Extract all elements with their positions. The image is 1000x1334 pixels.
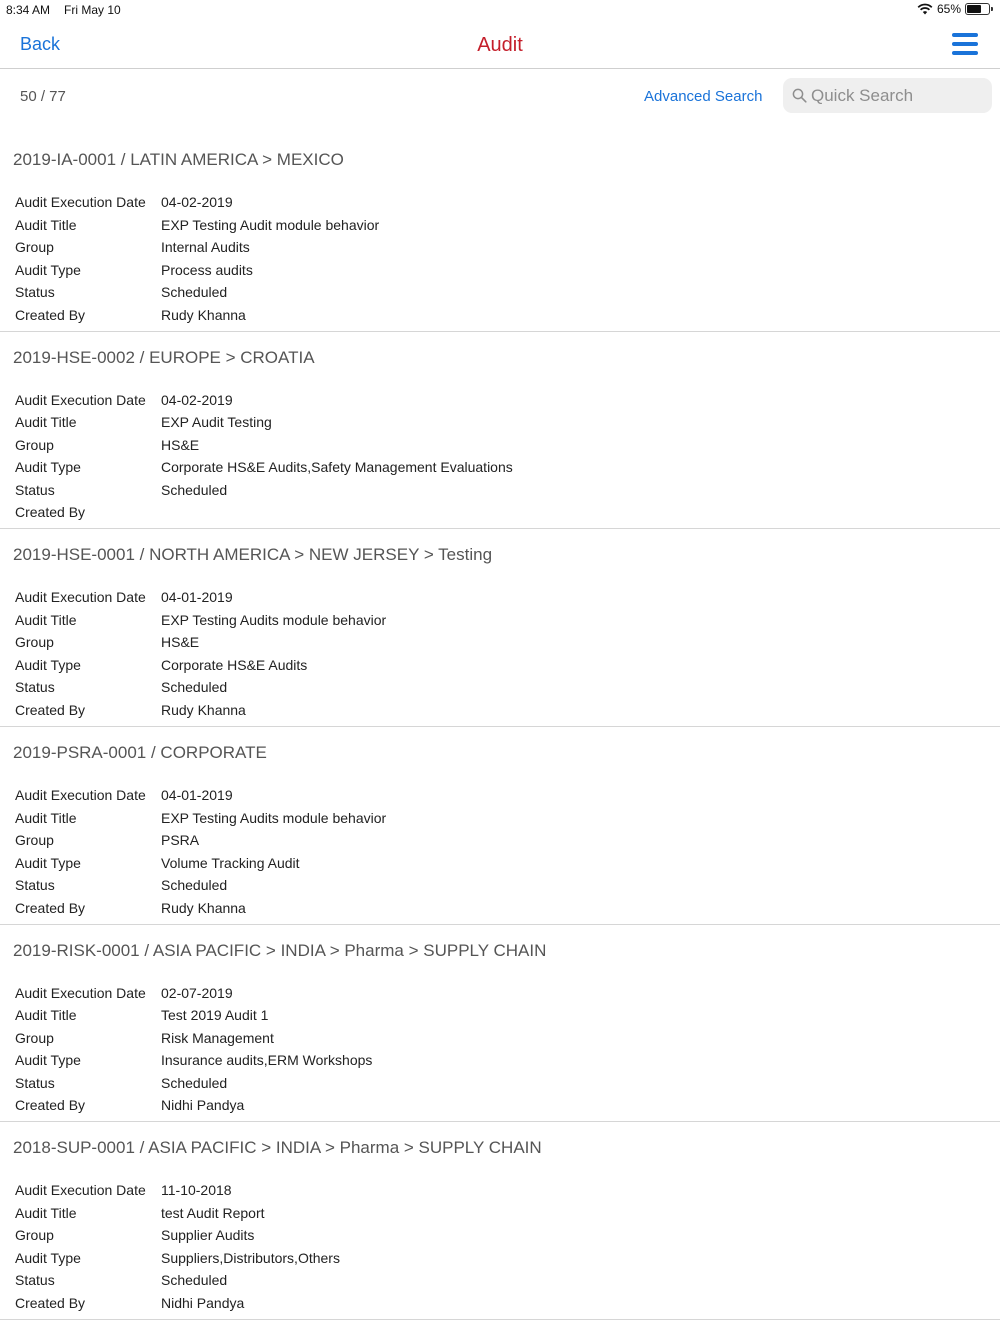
- field-value: Corporate HS&E Audits,Safety Management Evaluations: [161, 459, 513, 476]
- field-group: [15, 829, 386, 852]
- status-date: Fri May 10: [64, 3, 121, 17]
- audit-record-fields: [15, 1179, 340, 1314]
- field-value: Supplier Audits: [161, 1227, 255, 1244]
- field-label: Audit Type: [15, 656, 81, 673]
- audit-record[interactable]: [0, 332, 1000, 530]
- audit-record[interactable]: [0, 529, 1000, 727]
- field-group: [15, 631, 386, 654]
- field-audit-title: [15, 807, 386, 830]
- quick-search-box[interactable]: [783, 78, 992, 113]
- advanced-search-link[interactable]: Advanced Search: [644, 88, 763, 105]
- field-value: Scheduled: [161, 481, 228, 498]
- field-label: Created By: [15, 306, 86, 323]
- field-value: 11-10-2018: [161, 1182, 232, 1199]
- field-status: [15, 874, 386, 897]
- field-label: Audit Type: [15, 261, 81, 278]
- field-label: Audit Title: [15, 414, 77, 431]
- field-value: EXP Testing Audits module behavior: [161, 611, 387, 628]
- field-label: Created By: [15, 504, 86, 521]
- field-label: Group: [15, 832, 54, 849]
- audit-record-fields: [15, 586, 386, 721]
- quick-search-input[interactable]: [811, 78, 986, 113]
- field-audit-title: [15, 214, 379, 237]
- field-group: [15, 1224, 340, 1247]
- field-label: Group: [15, 239, 54, 255]
- field-label: Audit Execution Date: [15, 984, 146, 1001]
- field-execution-date: [15, 982, 372, 1005]
- field-label: Status: [15, 1074, 55, 1091]
- page-title: Audit: [477, 34, 523, 56]
- audit-list: [0, 134, 1000, 1320]
- field-execution-date: [15, 191, 379, 214]
- field-label: Audit Type: [15, 1052, 81, 1069]
- field-label: Group: [15, 1227, 54, 1244]
- field-label: Audit Title: [15, 1204, 77, 1221]
- field-label: Audit Type: [15, 459, 81, 476]
- battery-percent: 65%: [936, 2, 961, 16]
- field-value: test Audit Report: [161, 1204, 265, 1221]
- field-label: Audit Type: [15, 854, 81, 871]
- audit-record-heading: 2019-PSRA-0001 / CORPORATE: [13, 743, 267, 763]
- field-audit-title: [15, 609, 386, 632]
- status-bar: [0, 0, 1000, 20]
- field-label: Audit Execution Date: [15, 589, 146, 606]
- field-execution-date: [15, 389, 513, 412]
- field-label: Created By: [15, 899, 86, 916]
- field-value: Nidhi Pandya: [161, 1097, 245, 1114]
- field-label: Status: [15, 481, 55, 498]
- field-group: [15, 1027, 372, 1050]
- field-value: Volume Tracking Audit: [161, 854, 300, 871]
- back-button[interactable]: Back: [20, 34, 61, 54]
- field-value: Insurance audits,ERM Workshops: [161, 1052, 373, 1069]
- field-execution-date: [15, 1179, 340, 1202]
- field-status: [15, 1072, 372, 1095]
- audit-record-heading: 2019-HSE-0001 / NORTH AMERICA > NEW JERSEY > Testing: [13, 545, 493, 565]
- field-label: Audit Execution Date: [15, 1182, 146, 1199]
- audit-record-heading: 2018-SUP-0001 / ASIA PACIFIC > INDIA > Pharma > SUPPLY CHAIN: [13, 1138, 542, 1158]
- search-toolbar: [0, 70, 1000, 124]
- field-created-by: [15, 304, 379, 327]
- field-value: 04-02-2019: [161, 194, 233, 210]
- field-execution-date: [15, 784, 386, 807]
- field-value: EXP Testing Audits module behavior: [161, 809, 387, 826]
- navigation-bar: [0, 20, 1000, 69]
- field-value: Scheduled: [161, 284, 228, 300]
- field-label: Audit Title: [15, 1007, 77, 1024]
- field-group: [15, 236, 379, 259]
- field-label: Audit Title: [15, 809, 77, 826]
- field-audit-type: [15, 456, 513, 479]
- field-created-by: [15, 1292, 340, 1315]
- audit-record-heading: 2019-RISK-0001 / ASIA PACIFIC > INDIA > Pharma > SUPPLY CHAIN: [13, 940, 547, 960]
- field-audit-type: [15, 1247, 340, 1270]
- field-audit-title: [15, 1004, 372, 1027]
- field-value: 04-01-2019: [161, 787, 233, 804]
- field-value: Scheduled: [161, 1074, 228, 1091]
- audit-record[interactable]: [0, 727, 1000, 925]
- wifi-icon: [917, 3, 933, 15]
- field-value: Rudy Khanna: [161, 899, 246, 916]
- field-label: Status: [15, 1272, 55, 1289]
- field-group: [15, 434, 513, 457]
- field-audit-title: [15, 411, 513, 434]
- field-label: Group: [15, 1029, 54, 1046]
- field-status: [15, 281, 379, 304]
- field-label: Audit Execution Date: [15, 787, 146, 804]
- field-execution-date: [15, 586, 386, 609]
- field-value: Suppliers,Distributors,Others: [161, 1249, 340, 1266]
- field-value: Test 2019 Audit 1: [161, 1007, 269, 1024]
- field-value: Process audits: [161, 261, 253, 278]
- field-value: Internal Audits: [161, 239, 250, 255]
- field-value: Risk Management: [161, 1029, 274, 1046]
- field-value: Scheduled: [161, 877, 228, 894]
- field-value: 02-07-2019: [161, 984, 233, 1001]
- field-label: Audit Title: [15, 216, 77, 233]
- audit-record-fields: [15, 389, 513, 524]
- field-value: Rudy Khanna: [161, 701, 246, 718]
- field-value: HS&E: [161, 436, 200, 453]
- field-label: Group: [15, 436, 54, 453]
- field-value: HS&E: [161, 634, 200, 651]
- field-created-by: [15, 897, 386, 920]
- field-label: Status: [15, 284, 55, 300]
- field-label: Audit Title: [15, 611, 77, 628]
- audit-record-heading: 2019-HSE-0002 / EUROPE > CROATIA: [13, 347, 315, 367]
- field-label: Created By: [15, 1097, 86, 1114]
- field-label: Audit Execution Date: [15, 391, 146, 408]
- status-time: 8:34 AM: [6, 3, 51, 17]
- field-audit-type: [15, 1049, 372, 1072]
- audit-record-fields: [15, 191, 379, 326]
- field-label: Status: [15, 679, 55, 696]
- field-value: PSRA: [161, 832, 200, 849]
- audit-record[interactable]: [0, 1122, 1000, 1320]
- field-label: Audit Type: [15, 1249, 81, 1266]
- field-label: Audit Execution Date: [15, 194, 146, 210]
- field-value: Scheduled: [161, 1272, 228, 1289]
- field-value: Rudy Khanna: [161, 306, 246, 323]
- status-right: [917, 2, 990, 16]
- field-audit-type: [15, 654, 386, 677]
- record-count: 50 / 77: [20, 88, 66, 105]
- field-audit-type: [15, 852, 386, 875]
- hamburger-menu-icon[interactable]: [952, 33, 978, 55]
- field-value: Scheduled: [161, 679, 228, 696]
- audit-record-heading: 2019-IA-0001 / LATIN AMERICA > MEXICO: [13, 150, 344, 169]
- audit-record[interactable]: [0, 134, 1000, 332]
- field-created-by: [15, 501, 513, 524]
- field-value: 04-02-2019: [161, 391, 233, 408]
- search-icon: [792, 88, 807, 103]
- field-audit-title: [15, 1202, 340, 1225]
- field-label: Status: [15, 877, 55, 894]
- field-value: Corporate HS&E Audits: [161, 656, 308, 673]
- field-label: Group: [15, 634, 54, 651]
- battery-icon: [965, 3, 990, 15]
- field-value: 04-01-2019: [161, 589, 233, 606]
- audit-record-fields: [15, 982, 372, 1117]
- audit-record[interactable]: [0, 925, 1000, 1123]
- field-value: EXP Audit Testing: [161, 414, 272, 431]
- field-created-by: [15, 1094, 372, 1117]
- field-status: [15, 676, 386, 699]
- field-status: [15, 1269, 340, 1292]
- field-status: [15, 479, 513, 502]
- audit-record-fields: [15, 784, 386, 919]
- field-audit-type: [15, 259, 379, 282]
- field-created-by: [15, 699, 386, 722]
- field-label: Created By: [15, 701, 86, 718]
- field-value: EXP Testing Audit module behavior: [161, 216, 380, 233]
- field-label: Created By: [15, 1294, 86, 1311]
- field-value: Nidhi Pandya: [161, 1294, 245, 1311]
